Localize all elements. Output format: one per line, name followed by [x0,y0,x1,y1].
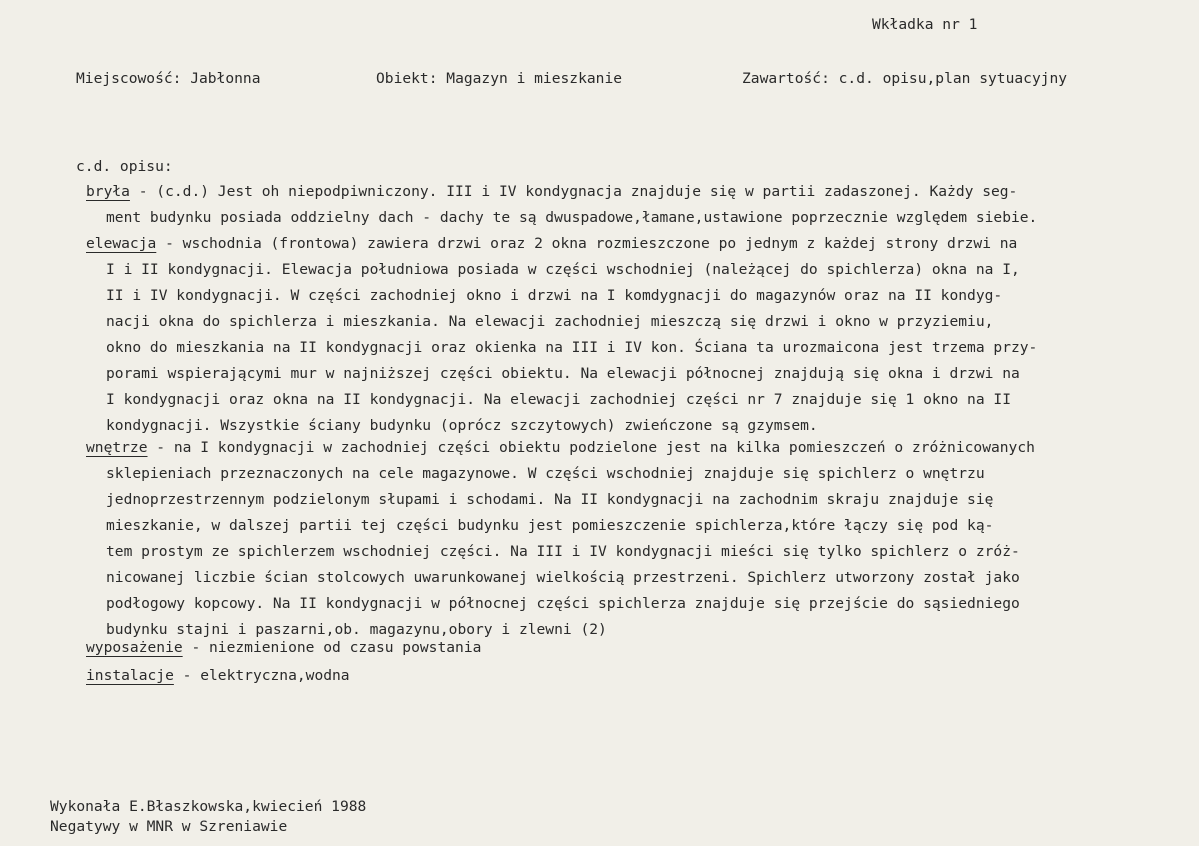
text-line: ment budynku posiada oddzielny dach - dachy te są dwuspadowe,łamane,ustawione poprzecznie względem siebie. [106,209,1038,226]
text-line [86,182,1017,202]
text-line: jednoprzestrzennym podzielonym słupami i schodami. Na II kondygnacji na zachodnim skraju znajduje się [106,491,994,508]
header-content: Zawartość: c.d. opisu,plan sytuacyjny [742,70,1068,87]
text-line: porami wspierającymi mur w najniższej części obiektu. Na elewacji północnej znajdują się okna i drzwi na [106,365,1020,382]
text-line: II i IV kondygnacji. W części zachodniej okno i drzwi na I komdygnacji do magazynów oraz na II kondyg- [106,287,1003,304]
text-line [86,234,1017,254]
text-line [86,638,481,658]
text-line: nacji okna do spichlerza i mieszkania. Na elewacji zachodniej mieszczą się drzwi i okno w przyziemiu, [106,313,994,330]
text-line: I i II kondygnacji. Elewacja południowa posiada w części wschodniej (należącej do spichlerza) okna na I, [106,261,1020,278]
line-text: - na I kondygnacji w zachodniej części obiektu podzielone jest na kilka pomieszczeń o zróżnicowanych [147,439,1035,456]
header-place: Miejscowość: Jabłonna [76,70,261,87]
header-object: Obiekt: Magazyn i mieszkanie [376,70,623,87]
line-text: - niezmienione od czasu powstania [182,639,482,656]
footer-negatives: Negatywy w MNR w Szreniawie [50,818,288,835]
text-line: budynku stajni i paszarni,ob. magazynu,obory i zlewni (2) [106,621,607,638]
text-line: okno do mieszkania na II kondygnacji oraz okienka na III i IV kon. Ściana ta urozmaicona jest trzema przy- [106,339,1038,356]
text-line: kondygnacji. Wszystkie ściany budynku (oprócz szczytowych) zwieńczone są gzymsem. [106,417,818,434]
line-text: - (c.d.) Jest oh niepodpiwniczony. III i IV kondygnacja znajduje się w partii zadaszonej. Każdy seg- [129,183,1018,200]
line-text: - wschodnia (frontowa) zawiera drzwi oraz 2 okna rozmieszczone po jednym z każdej strony drzwi na [156,235,1018,252]
section-label-elewacja: elewacja [86,235,157,252]
footer-author: Wykonała E.Błaszkowska,kwiecień 1988 [50,798,367,815]
text-line: mieszkanie, w dalszej partii tej części budynku jest pomieszczenie spichlerza,które łączy się pod ką- [106,517,994,534]
text-line: podłogowy kopcowy. Na II kondygnacji w północnej części spichlerza znajduje się przejście do sąsiedniego [106,595,1020,612]
insert-number-label: Wkładka nr 1 [872,16,978,33]
text-line: tem prostym ze spichlerzem wschodniej części. Na III i IV kondygnacji mieści się tylko spichlerz o zróż- [106,543,1020,560]
section-label-wyposazenie: wyposażenie [86,639,183,656]
section-label-bryla: bryła [86,183,130,200]
section-label-wnetrze: wnętrze [86,439,148,456]
text-line [86,438,1035,458]
text-line: I kondygnacji oraz okna na II kondygnacji. Na elewacji zachodniej części nr 7 znajduje się 1 okno na II [106,391,1011,408]
text-line [86,666,350,686]
section-heading: c.d. opisu: [76,158,173,175]
line-text: - elektryczna,wodna [173,667,350,684]
text-line: nicowanej liczbie ścian stolcowych uwarunkowanej wielkością przestrzeni. Spichlerz utworzony został jako [106,569,1020,586]
text-line: sklepieniach przeznaczonych na cele magazynowe. W części wschodniej znajduje się spichlerz o wnętrzu [106,465,985,482]
section-label-instalacje: instalacje [86,667,174,684]
